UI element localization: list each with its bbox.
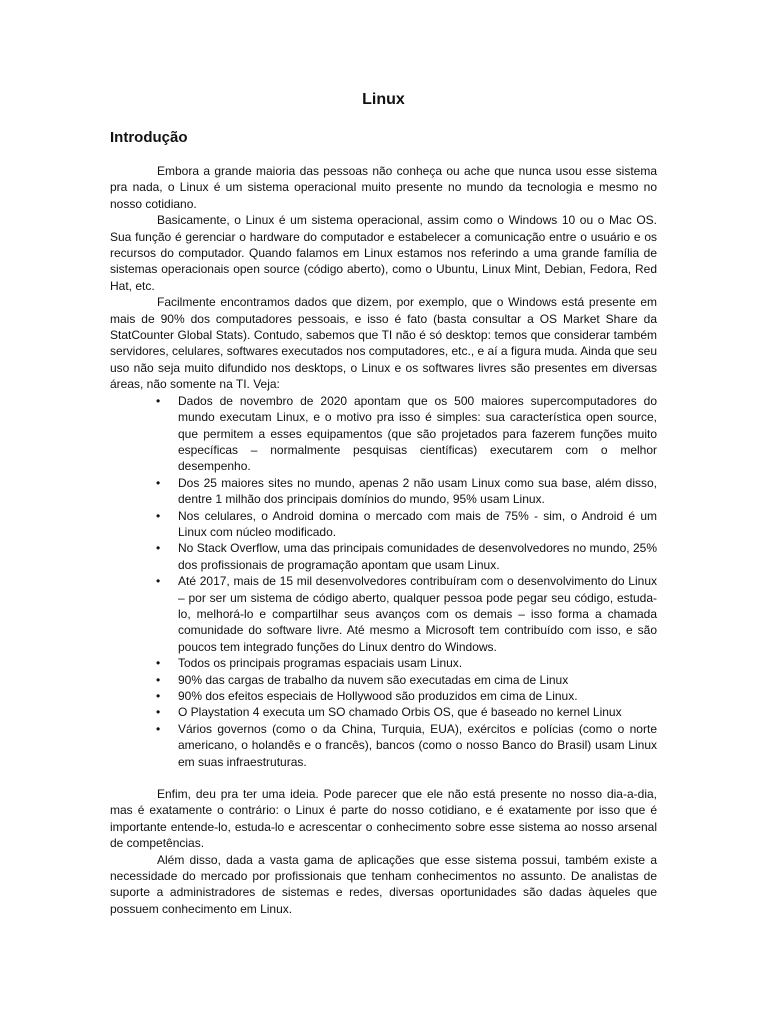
paragraph: Embora a grande maioria das pessoas não conheça ou ache que nunca usou esse sistema pra nada, o Linux é um sistema operacional muito presente no mundo da tecnologia e mesmo no nosso cotidiano. (110, 164, 657, 211)
list-item (156, 704, 657, 720)
list-item-text: 90% das cargas de trabalho da nuvem são executadas em cima de Linux (178, 672, 569, 687)
bullet-icon: • (156, 672, 161, 687)
list-item (156, 688, 657, 704)
list-item (156, 393, 657, 475)
list-item-text: Dos 25 maiores sites no mundo, apenas 2 não usam Linux como sua base, além disso, dentre 1 milhão dos principais domínios do mundo, 95% usam Linux. (178, 475, 657, 507)
list-item-text: No Stack Overflow, uma das principais comunidades de desenvolvedores no mundo, 25% dos profissionais de programação apontam que usam Linux. (178, 541, 657, 572)
bullet-icon: • (156, 475, 161, 490)
list-item (156, 573, 657, 655)
bullet-icon: • (156, 689, 161, 703)
document-page (110, 88, 657, 917)
paragraph: Além disso, dada a vasta gama de aplicações que esse sistema possui, também existe a necessidade do mercado por profissionais que tenham conhecimentos no assunto. De analistas de suporte a administradores de sistemas e redes, diversas oportunidades são dadas àqueles que possuem conhecimento em Linux. (110, 852, 657, 916)
bullet-icon: • (156, 541, 161, 556)
list-item (156, 655, 657, 671)
document-title: Linux (362, 91, 405, 108)
paragraph: Enfim, deu pra ter uma ideia. Pode parecer que ele não está presente no nosso dia-a-dia, mas é exatamente o contrário: o Linux é parte do nosso cotidiano, e é exatamente por isso que é importante entende-lo, estuda-lo e acrescentar o conhecimento sobre esse sistema ao nosso arsenal de competências. (110, 787, 657, 851)
bullet-icon: • (156, 721, 161, 736)
paragraph: Basicamente, o Linux é um sistema operacional, assim como o Windows 10 ou o Mac OS. Sua função é gerenciar o hardware do computador e estabelecer a comunicação entre o usuário e os recursos do computador. Quando falamos em Linux estamos nos referindo a uma grande família de sistemas operacionais open source (código aberto), como o Ubuntu, Linux Mint, Debian, Fedora, Red Hat, etc. (110, 213, 657, 293)
list-item-text: Até 2017, mais de 15 mil desenvolvedores contribuíram com o desenvolvimento do Linux – por ser um sistema de código aberto, qualquer pessoa pode pegar seu código, estuda-lo, melhorá-lo e compartilhar seus avanços com os demais – isso forma a chamada comunidade do software livre. Até mesmo a Microsoft tem contribuído com isso, e são poucos tem integrado funções do Linux dentro do Windows. (178, 574, 657, 654)
list-item (156, 540, 657, 573)
bullet-icon: • (156, 705, 161, 720)
section-heading: Introdução (110, 129, 188, 146)
list-item (156, 475, 657, 508)
list-item-text: Nos celulares, o Android domina o mercado com mais de 75% - sim, o Android é um Linux com núcleo modificado. (178, 508, 657, 539)
paragraph: Facilmente encontramos dados que dizem, por exemplo, que o Windows está presente em mais de 90% dos computadores pessoais, e isso é fato (basta consultar a OS Market Share da StatCounter Global Stats). Contudo, sabemos que TI não é só desktop: temos que considerar também servidores, celulares, softwares executados nos computadores, etc., e aí a figura muda. Ainda que seu uso não seja muito difundido nos desktops, o Linux e os softwares livres são presentes em diversas áreas, não somente na TI. Veja: (110, 295, 657, 392)
bullet-icon: • (156, 393, 161, 408)
bullet-icon: • (156, 508, 161, 523)
bullet-list (110, 393, 657, 770)
list-item (156, 508, 657, 541)
list-item (156, 672, 657, 688)
bullet-icon: • (156, 574, 161, 589)
list-item-text: Vários governos (como o da China, Turquia, EUA), exércitos e polícias (como o norte americano, o holandês e o francês), bancos (como o nosso Banco do Brasil) usam Linux em suas infraestruturas. (178, 721, 657, 769)
list-item-text: O Playstation 4 executa um SO chamado Orbis OS, que é baseado no kernel Linux (178, 705, 622, 720)
list-item-text: Dados de novembro de 2020 apontam que os 500 maiores supercomputadores do mundo executam Linux, e o motivo pra isso é simples: sua característica open source, que permitem a esses equipamentos (que são projetados para fazerem funções muito específicas – normalmente pesquisas científicas) executarem com o melhor desempenho. (178, 393, 657, 474)
list-item (156, 721, 657, 770)
list-item-text: 90% dos efeitos especiais de Hollywood são produzidos em cima de Linux. (178, 689, 578, 703)
bullet-icon: • (156, 656, 161, 671)
list-item-text: Todos os principais programas espaciais usam Linux. (178, 656, 463, 671)
